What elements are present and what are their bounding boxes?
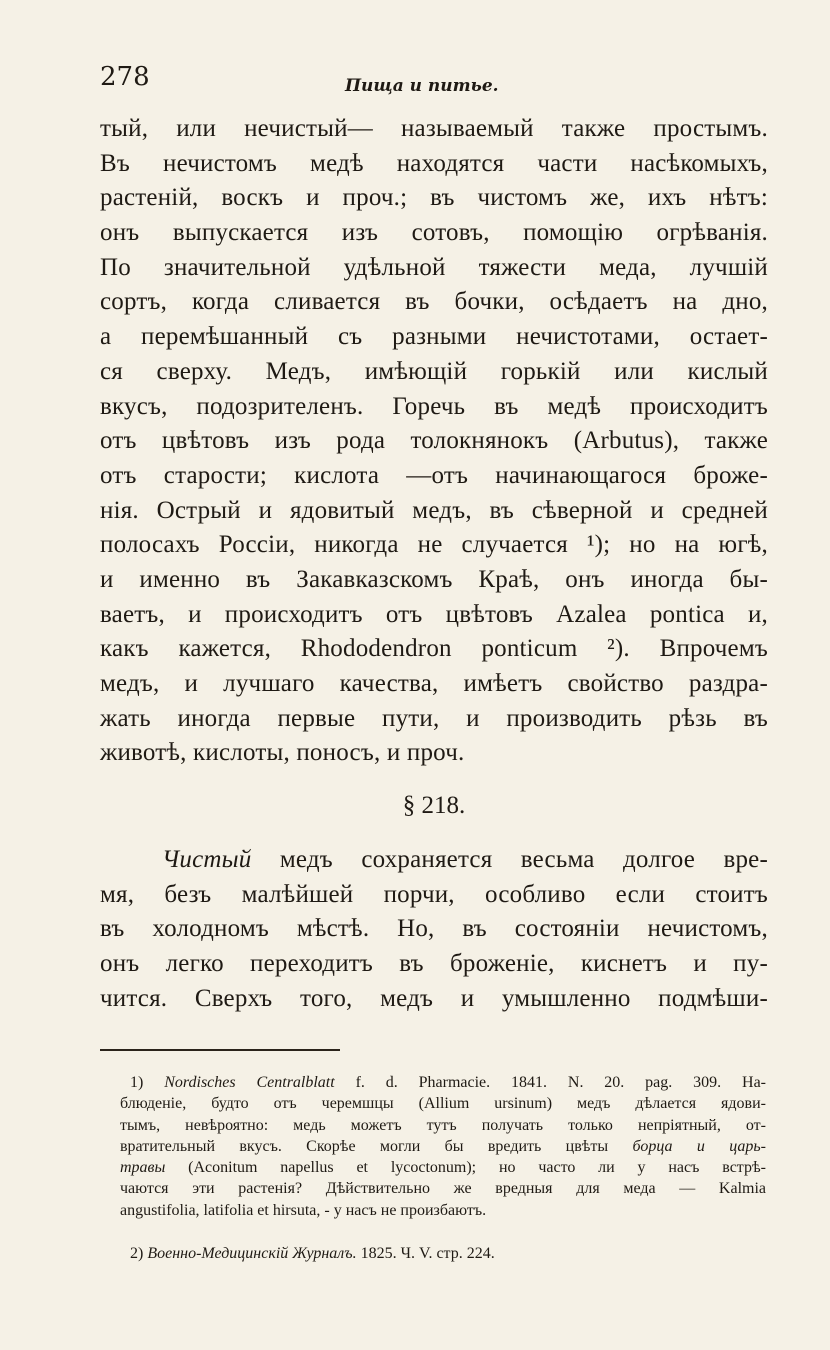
text-line: животѣ, кислоты, поносъ, и проч. (100, 739, 465, 767)
text-line: отъ старости; кислота —отъ начинающагося броже- (100, 461, 768, 489)
section-heading: § 218. (402, 792, 466, 819)
text-line: ваетъ, и происходитъ отъ цвѣтовъ Azalea pontica и, (100, 600, 768, 628)
main-paragraph (100, 112, 768, 771)
text-line: ся сверху. Медъ, имѣющій горькій или кислый (100, 357, 768, 385)
footnote-line: чаются эти растенія? Дѣйствительно же вредныя для меда — Kalmia (120, 1180, 766, 1198)
text-line: жать иногда первые пути, и производить рѣзь въ (100, 704, 768, 732)
italic-term: Чистый (162, 846, 252, 873)
footnote-line (120, 1243, 766, 1264)
text-line: а перемѣшанный съ разными нечистотами, остает- (100, 323, 768, 351)
text-fragment: вратительный вкусъ. Скорѣе могли бы вредить цвѣты (120, 1137, 633, 1155)
text-line: тый, или нечистый— называемый также простымъ. (100, 115, 768, 142)
footnote-line: angustifolia, latifolia et hirsuta, - у насъ не произбаютъ. (120, 1201, 487, 1219)
footnote-line (120, 1157, 766, 1178)
text-line: По значительной удѣльной тяжести меда, лучшій (100, 253, 768, 281)
page-header (100, 62, 780, 102)
text-line: мя, безъ малѣйшей порчи, особливо если стоитъ (100, 880, 768, 908)
text-line (100, 843, 768, 878)
footnote-divider (100, 1049, 340, 1051)
text-line: въ холодномъ мѣстѣ. Но, въ состояніи нечистомъ, (100, 915, 768, 943)
text-line: онъ легко переходитъ въ броженіе, киснетъ и пу- (100, 950, 768, 978)
text-line: вкусъ, подозрителенъ. Горечь въ медѣ происходитъ (100, 392, 768, 420)
footnote-line (120, 1072, 766, 1093)
footnote-source: Военно-Медицинскій Журналъ. (147, 1245, 357, 1262)
text-line: какъ кажется, Rhododendron ponticum ²). Впрочемъ (100, 635, 768, 663)
text-fragment: (Aconitum napellus et lycoctonum); но часто ли у насъ встрѣ- (165, 1159, 766, 1177)
text-line: медъ, и лучшаго качества, имѣетъ свойство раздра- (100, 670, 768, 697)
italic-term: травы (120, 1159, 166, 1177)
text-fragment: медъ сохраняется весьма долгое вре- (251, 846, 768, 873)
text-line: нія. Острый и ядовитый медъ, въ сѣверной и средней (100, 496, 768, 524)
footnote-line: блюденіе, будто отъ черемшцы (Allium ursinum) медъ дѣлается ядови- (120, 1095, 766, 1113)
italic-term: борца и царь- (632, 1137, 766, 1155)
footnote-line: тымъ, невѣроятно: медь можетъ тутъ получать только непріятный, от- (120, 1116, 766, 1134)
text-line: полосахъ Россіи, никогда не случается ¹); но на югѣ, (100, 531, 768, 559)
footnote-source: Nordisches Centralblatt (164, 1074, 335, 1091)
text-fragment: 1825. Ч. V. стр. 224. (356, 1245, 495, 1262)
running-title: Пища и питье. (345, 76, 499, 96)
text-line: растеній, воскъ и проч.; въ чистомъ же, ихъ нѣтъ: (100, 184, 768, 212)
text-line: сортъ, когда сливается въ бочки, осѣдаетъ на дно, (100, 288, 768, 316)
section-paragraph (100, 843, 768, 1016)
text-line: онъ выпускается изъ сотовъ, помощію огрѣванія. (100, 219, 768, 247)
footnote-number: 2) (130, 1245, 144, 1262)
page-number: 278 (100, 62, 150, 92)
text-line: чится. Сверхъ того, медъ и умышленно подмѣши- (100, 984, 768, 1012)
footnote-1 (120, 1072, 766, 1221)
text-line: Въ нечистомъ медѣ находятся части насѣкомыхъ, (100, 149, 768, 177)
text-fragment: f. d. Pharmacie. 1841. N. 20. pag. 309. На- (334, 1074, 766, 1091)
footnote-2 (120, 1243, 766, 1264)
text-line: отъ цвѣтовъ изъ рода толокнянокъ (Arbutus), также (100, 427, 768, 455)
footnote-number: 1) (130, 1074, 144, 1091)
footnote-line (120, 1136, 766, 1157)
text-line: и именно въ Закавказскомъ Краѣ, онъ иногда бы- (100, 565, 768, 593)
